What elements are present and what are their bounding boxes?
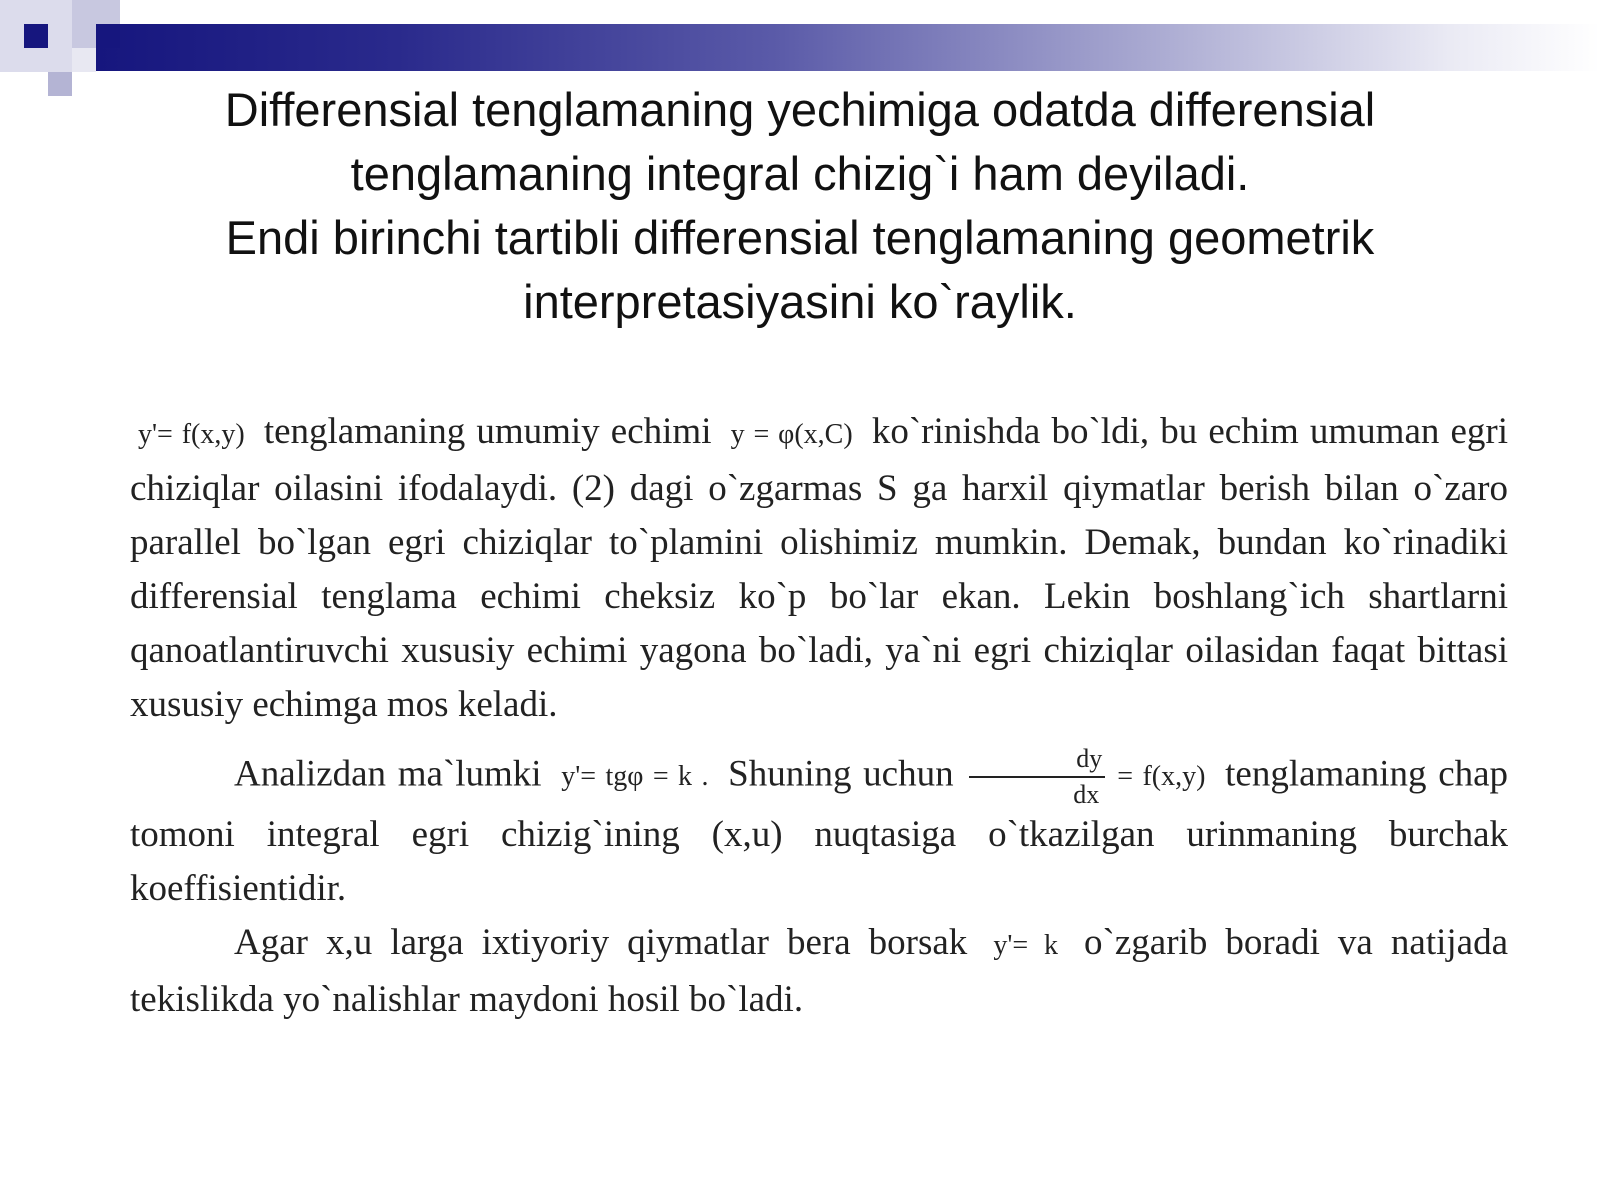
formula: y'= f(x,y) (138, 419, 245, 450)
text: tenglamaning umumiy echimi (263, 411, 712, 452)
header-banner (96, 24, 1600, 71)
slide-body (130, 405, 1508, 1027)
title-line: Endi birinchi tartibli differensial tenglamaning geometrik (225, 211, 1375, 264)
title-line: Differensial tenglamaning yechimiga odatda differensial (224, 83, 1376, 136)
title-line: interpretasiyasini ko`raylik. (523, 275, 1077, 328)
formula: y'= tgφ = k . (561, 761, 709, 793)
paragraph-3 (130, 916, 1508, 1027)
fraction-numerator: dy (969, 746, 1105, 778)
text: Agar x,u larga ixtiyoriy qiymatlar bera borsak (234, 922, 968, 963)
formula: = f(x,y) (1117, 761, 1206, 793)
decor-square (48, 72, 72, 96)
decor-square (96, 24, 120, 48)
text: o`zgarib boradi va natijada tekislikda yo`nalishlar maydoni hosil bo`ladi. (130, 922, 1509, 1020)
decor-square (72, 48, 96, 72)
fraction (969, 746, 1105, 808)
title-line: tenglamaning integral chizig`i ham deyiladi. (350, 147, 1250, 200)
text: ko`rinishda bo`ldi, bu echim umuman egri chiziqlar oilasini ifodalaydi. (2) dagi o`zgarmas S ga harxil qiymatlar berish bilan o`zaro parallel bo`lgan egri chiziqlar to`plamini olishimiz mumkin. Demak, bundan ko`rinadiki differensial tenglama echimi cheksiz ko`p bo`lar ekan. Lekin boshlang`ich shartlarni qanoatlantiruvchi xususiy echimi yagona bo`ladi, ya`ni egri chiziqlar oilasidan faqat bittasi xususiy echimga mos keladi. (130, 411, 1509, 725)
paragraph-2 (130, 746, 1508, 916)
text: tenglamaning chap tomoni integral egri chizig`ining (x,u) nuqtasiga o`tkazilgan urinmaning burchak koeffisientidir. (130, 753, 1509, 909)
text: Shuning uchun (728, 753, 954, 795)
fraction-denominator: dx (1073, 780, 1100, 809)
slide-title (120, 78, 1480, 334)
formula: y = φ(x,C) (730, 419, 853, 450)
formula: y'= k (993, 930, 1058, 961)
decor-square (24, 24, 48, 48)
paragraph-1 (130, 405, 1508, 732)
text: Analizdan ma`lumki (234, 753, 542, 795)
